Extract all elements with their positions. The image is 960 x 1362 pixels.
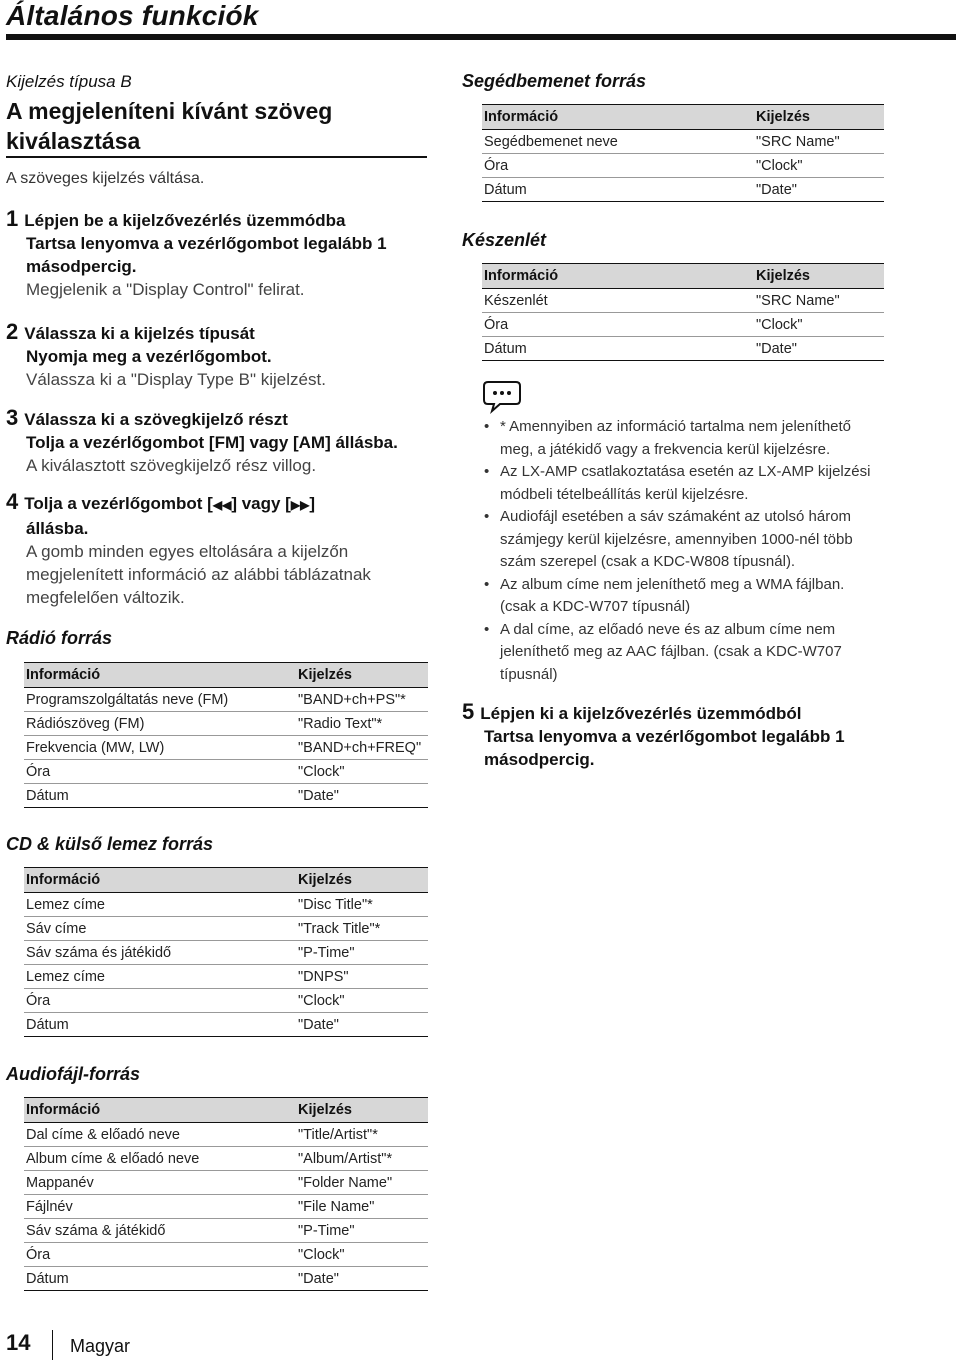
step-2 [6,320,431,391]
step-instruction: Nyomja meg a vezérlőgombot. [26,347,272,366]
table-cell: "Disc Title"* [296,893,428,917]
step-note: Válassza ki a "Display Type B" kijelzést. [26,370,326,389]
column-header: Információ [24,663,296,688]
table-cell: "Clock" [296,760,428,784]
table-row [24,893,428,917]
note-item: • Audiofájl esetében a sáv számaként az utolsó három számjegy kerül kijelzésre, amennyiben 1000-nél több szám szerepel (csak a KDC-W808 típusnál). [480,506,880,574]
column-header: Kijelzés [754,105,884,130]
page-title: Általános funkciók [6,0,259,31]
title-rule [6,156,427,158]
table-row [24,1147,428,1171]
table-cell: Album címe & előadó neve [24,1147,296,1171]
table-row [482,154,884,178]
step-note: Megjelenik a "Display Control" felirat. [26,280,305,299]
table-cell: Óra [482,313,754,337]
skip-back-icon: ◀◀ [212,498,232,512]
table-cell: "BAND+ch+PS"* [296,688,428,712]
table-cell: "DNPS" [296,965,428,989]
step-number: 3 [6,405,19,430]
table-row [24,712,428,736]
step-number: 4 [6,489,19,514]
table-cell: Készenlét [482,289,754,313]
table-cell: "SRC Name" [754,130,884,154]
table-row [482,337,884,361]
radio-source-table [24,662,428,808]
table-cell: "Date" [754,337,884,361]
audio-source-heading: Audiofájl-forrás [6,1064,141,1084]
table-cell: Óra [482,154,754,178]
table-row [482,178,884,202]
header-rule [6,34,956,40]
table-cell: "SRC Name" [754,289,884,313]
table-row [24,1171,428,1195]
column-header: Információ [24,1098,296,1123]
section-subtitle: A szöveges kijelzés váltása. [6,170,205,187]
table-row [24,760,428,784]
note-item: • * Amennyiben az információ tartalma nem jeleníthető meg, a játékidő vagy a frekvencia kerül kijelzésre. [480,416,880,461]
column-header: Kijelzés [296,1098,428,1123]
table-cell: "Date" [754,178,884,202]
table-cell: Dátum [482,178,754,202]
table-cell: Dátum [24,1267,296,1291]
table-row [24,1013,428,1037]
step-heading: Válassza ki a kijelzés típusát [24,324,255,343]
note-item: • A dal címe, az előadó neve és az album címe nem jeleníthető meg az AAC fájlban. (csak a KDC-W707 típusnál) [480,619,880,687]
step-number: 5 [462,699,475,724]
step-heading: Válassza ki a szövegkijelző részt [24,410,288,429]
table-cell: "P-Time" [296,941,428,965]
table-row [24,1243,428,1267]
table-cell: Mappanév [24,1171,296,1195]
table-cell: Programszolgáltatás neve (FM) [24,688,296,712]
step-heading-part: Tolja a vezérlőgombot [ [24,494,213,513]
step-note: A gomb minden egyes eltolására a kijelzőn megjelenített információ az alábbi táblázatnak megfelelően változik. [26,542,371,607]
table-cell: "Date" [296,784,428,808]
table-cell: "Clock" [296,989,428,1013]
note-item: • Az LX-AMP csatlakoztatása esetén az LX-AMP kijelzési módbeli tételbeállítás kerül kijelzésre. [480,461,880,506]
speech-bubble-icon [482,378,522,414]
step-5 [462,700,887,771]
step-4 [6,490,426,609]
cd-source-heading: CD & külső lemez forrás [6,834,214,854]
table-cell: Lemez címe [24,965,296,989]
table-header-row [24,663,428,688]
table-header-row [482,105,884,130]
table-cell: Dal címe & előadó neve [24,1123,296,1147]
step-instruction: Tartsa lenyomva a vezérlőgombot legalább 1 másodpercig. [484,727,845,769]
column-header: Információ [482,264,754,289]
step-note: A kiválasztott szövegkijelző rész villog. [26,456,317,475]
table-header-row [24,868,428,893]
table-row [24,1123,428,1147]
column-header: Kijelzés [296,663,428,688]
column-header: Információ [24,868,296,893]
column-header: Információ [482,105,754,130]
table-row [482,313,884,337]
column-header: Kijelzés [754,264,884,289]
table-cell: Óra [24,1243,296,1267]
table-row [24,736,428,760]
table-row [24,1219,428,1243]
table-cell: "Folder Name" [296,1171,428,1195]
step-instruction: Tartsa lenyomva a vezérlőgombot legalább 1 másodpercig. [26,234,387,276]
table-cell: Dátum [482,337,754,361]
note-item: • Az album címe nem jeleníthető meg a WMA fájlban. (csak a KDC-W707 típusnál) [480,574,880,619]
table-cell: "Clock" [754,313,884,337]
table-cell: Segédbemenet neve [482,130,754,154]
table-cell: "Track Title"* [296,917,428,941]
step-instruction: állásba. [26,519,89,538]
table-cell: "Album/Artist"* [296,1147,428,1171]
step-1 [6,207,431,301]
footer-language: Magyar [70,1336,131,1356]
footer-divider [52,1330,53,1360]
notes-list [480,416,880,686]
step-instruction: Tolja a vezérlőgombot [FM] vagy [AM] állásba. [26,433,398,452]
table-cell: Sáv száma & játékidő [24,1219,296,1243]
table-cell: Óra [24,989,296,1013]
table-row [24,688,428,712]
table-cell: "File Name" [296,1195,428,1219]
table-row [24,989,428,1013]
table-cell: "Date" [296,1267,428,1291]
standby-heading: Készenlét [462,230,547,250]
audio-source-table [24,1097,428,1291]
table-row [24,965,428,989]
table-cell: Lemez címe [24,893,296,917]
table-row [24,1195,428,1219]
aux-source-table [482,104,884,202]
table-cell: "Radio Text"* [296,712,428,736]
table-cell: "Clock" [754,154,884,178]
table-cell: "Title/Artist"* [296,1123,428,1147]
table-cell: Frekvencia (MW, LW) [24,736,296,760]
table-cell: "BAND+ch+FREQ" [296,736,428,760]
section-title: A megjeleníteni kívánt szöveg kiválasztása [6,98,333,154]
table-row [24,784,428,808]
step-heading: Lépjen be a kijelzővezérlés üzemmódba [24,211,346,230]
page-number: 14 [6,1330,31,1355]
category-label: Kijelzés típusa B [6,72,132,91]
table-header-row [24,1098,428,1123]
step-heading: Lépjen ki a kijelzővezérlés üzemmódból [480,704,802,723]
step-number: 1 [6,206,19,231]
step-3 [6,406,436,477]
table-cell: Sáv száma és játékidő [24,941,296,965]
table-row [482,289,884,313]
step-heading-part: ] [309,494,315,513]
skip-forward-icon: ▶▶ [290,498,310,512]
table-row [482,130,884,154]
radio-source-heading: Rádió forrás [6,628,113,648]
step-heading-part: ] vagy [ [231,494,291,513]
table-cell: Dátum [24,1013,296,1037]
table-cell: Dátum [24,784,296,808]
table-cell: Rádiószöveg (FM) [24,712,296,736]
table-cell: Sáv címe [24,917,296,941]
table-cell: Óra [24,760,296,784]
table-row [24,1267,428,1291]
column-header: Kijelzés [296,868,428,893]
table-cell: "Clock" [296,1243,428,1267]
table-header-row [482,264,884,289]
aux-source-heading: Segédbemenet forrás [462,71,647,91]
standby-table [482,263,884,361]
table-cell: "P-Time" [296,1219,428,1243]
table-cell: Fájlnév [24,1195,296,1219]
table-cell: "Date" [296,1013,428,1037]
table-row [24,917,428,941]
cd-source-table [24,867,428,1037]
step-number: 2 [6,319,19,344]
table-row [24,941,428,965]
